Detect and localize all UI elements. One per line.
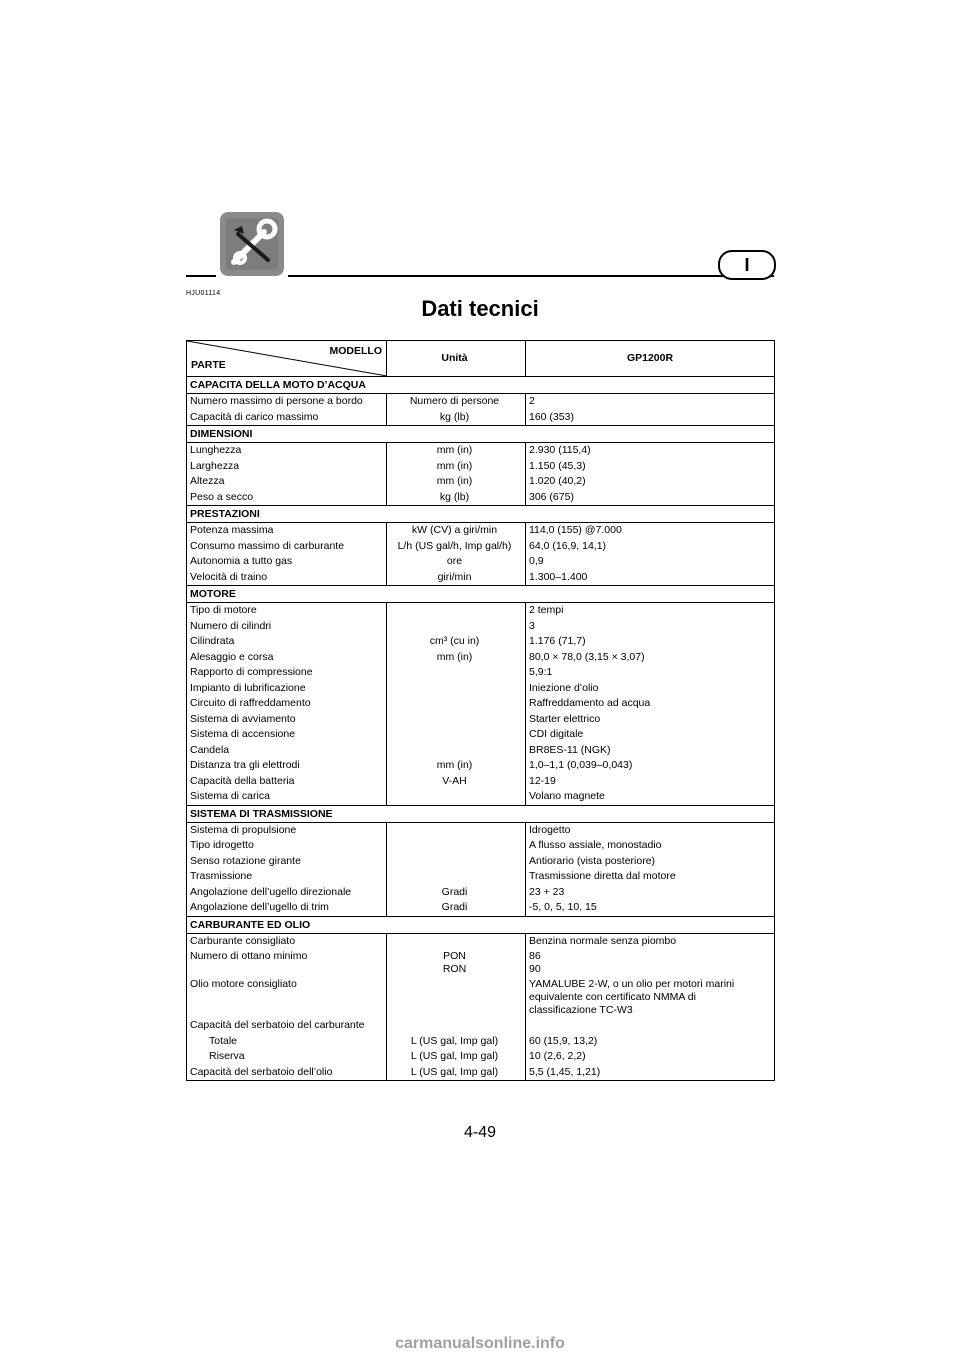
table-row: [187, 443, 775, 459]
unit-cell: mm (in): [387, 443, 526, 459]
part-cell: Numero di cilindri: [187, 619, 387, 635]
unit-cell: L (US gal, Imp gal): [387, 1049, 526, 1065]
section-row: [187, 916, 775, 933]
unit-cell: [387, 933, 526, 949]
part-cell: Impianto di lubrificazione: [187, 681, 387, 697]
table-row: [187, 681, 775, 697]
table-row: [187, 634, 775, 650]
part-cell: Angolazione dell’ugello direzionale: [187, 885, 387, 901]
part-cell: Candela: [187, 743, 387, 759]
value-cell: 10 (2,6, 2,2): [529, 1050, 586, 1062]
unit-cell: [387, 977, 526, 1018]
unit-cell: L (US gal, Imp gal): [387, 1065, 526, 1081]
part-cell: Sistema di carica: [187, 789, 387, 805]
value-cell: Idrogetto: [529, 823, 571, 836]
table-row: [187, 1018, 775, 1034]
part-cell: Tipo di motore: [187, 603, 387, 619]
part-cell: Circuito di raffreddamento: [187, 696, 387, 712]
table-row: [187, 459, 775, 475]
unit-cell: [387, 727, 526, 743]
value-cell: 114,0 (155) @7.000: [529, 524, 622, 536]
part-cell: Sistema di avviamento: [187, 712, 387, 728]
unit-cell: [387, 681, 526, 697]
value-cell: Trasmissione diretta dal motore: [529, 870, 676, 882]
table-row: [187, 665, 775, 681]
value-cell: YAMALUBE 2-W, o un olio per motori marini equivalente con certificato NMMA di classificazione TC-W3: [529, 978, 735, 1016]
unit-cell: V-AH: [387, 774, 526, 790]
part-cell: Senso rotazione girante: [187, 854, 387, 870]
part-cell: Angolazione dell’ugello di trim: [187, 900, 387, 916]
tools-icon: [220, 212, 284, 276]
part-cell: Capacità del serbatoio dell’olio: [187, 1065, 387, 1081]
part-cell: Alesaggio e corsa: [187, 650, 387, 666]
part-cell: Velocità di traino: [187, 570, 387, 586]
part-cell: Totale: [187, 1034, 387, 1050]
language-badge: I: [718, 250, 776, 280]
unit-cell: [387, 619, 526, 635]
table-row: [187, 523, 775, 539]
table-row: [187, 885, 775, 901]
section-title: PRESTAZIONI: [187, 506, 775, 523]
value-cell: 80,0 × 78,0 (3,15 × 3,07): [529, 650, 645, 663]
unit-cell: [387, 1018, 526, 1034]
part-cell: Lunghezza: [187, 443, 387, 459]
unit-cell: kg (lb): [387, 410, 526, 426]
value-cell: 306 (675): [529, 490, 574, 503]
part-cell: Numero di ottano minimo: [187, 949, 387, 977]
unit-cell: [387, 869, 526, 885]
unit-cell: [387, 603, 526, 619]
table-row: [187, 949, 775, 977]
part-cell: Distanza tra gli elettrodi: [187, 758, 387, 774]
section-title: CARBURANTE ED OLIO: [187, 916, 775, 933]
value-cell: [526, 1018, 775, 1034]
table-row: [187, 977, 775, 1018]
value-cell: 12-19: [529, 774, 556, 787]
part-cell: Altezza: [187, 474, 387, 490]
value-cell: 5,5 (1,45, 1,21): [529, 1065, 601, 1078]
unit-cell: giri/min: [387, 570, 526, 586]
table-row: [187, 789, 775, 805]
value-cell: 1.300–1.400: [529, 570, 588, 583]
unit-cell: Gradi: [387, 885, 526, 901]
table-row: [187, 758, 775, 774]
section-row: [187, 805, 775, 822]
table-row: [187, 933, 775, 949]
unit-cell: L/h (US gal/h, Imp gal/h): [387, 539, 526, 555]
section-row: [187, 426, 775, 443]
unit-cell: [387, 789, 526, 805]
value-cell: Benzina normale senza piombo: [529, 934, 677, 947]
value-cell: 23 + 23: [529, 885, 565, 898]
table-row: [187, 900, 775, 916]
table-row: [187, 854, 775, 870]
section-title: CAPACITA DELLA MOTO D’ACQUA: [187, 377, 775, 394]
unit-cell: [387, 743, 526, 759]
value-cell: Raffreddamento ad acqua: [529, 697, 651, 709]
unit-cell: kW (CV) a giri/min: [387, 523, 526, 539]
part-cell: Capacità di carico massimo: [187, 410, 387, 426]
unit-cell: mm (in): [387, 650, 526, 666]
value-cell: 86 90: [529, 950, 541, 975]
table-row: [187, 554, 775, 570]
unit-cell: mm (in): [387, 459, 526, 475]
model-column-header: GP1200R: [526, 341, 775, 377]
value-cell: 3: [529, 619, 535, 632]
part-cell: Tipo idrogetto: [187, 838, 387, 854]
site-watermark: carmanualsonline.info: [395, 1335, 565, 1352]
table-row: [187, 712, 775, 728]
value-cell: Iniezione d’olio: [529, 681, 599, 694]
table-row: [187, 394, 775, 410]
table-row: [187, 603, 775, 619]
value-cell: 160 (353): [529, 410, 574, 423]
page-number: 4-49: [463, 1124, 497, 1141]
section-row: [187, 377, 775, 394]
value-cell: -5, 0, 5, 10, 15: [529, 901, 597, 913]
part-cell: Autonomia a tutto gas: [187, 554, 387, 570]
table-row: [187, 696, 775, 712]
value-cell: 0,9: [529, 555, 544, 567]
part-cell: Olio motore consigliato: [187, 977, 387, 1018]
value-cell: Starter elettrico: [529, 712, 601, 725]
table-row: [187, 570, 775, 586]
part-cell: Potenza massima: [187, 523, 387, 539]
unit-cell: [387, 665, 526, 681]
part-cell: Capacità della batteria: [187, 774, 387, 790]
value-cell: 1.020 (40,2): [529, 475, 586, 487]
corner-header-part: PARTE: [191, 359, 226, 371]
value-cell: 64,0 (16,9, 14,1): [529, 539, 607, 552]
part-cell: Consumo massimo di carburante: [187, 539, 387, 555]
table-row: [187, 869, 775, 885]
value-cell: 5,9:1: [529, 666, 553, 678]
unit-cell: L (US gal, Imp gal): [387, 1034, 526, 1050]
header-rule-right: [288, 275, 774, 277]
section-row: [187, 506, 775, 523]
part-cell: Sistema di accensione: [187, 727, 387, 743]
part-cell: Larghezza: [187, 459, 387, 475]
table-row: [187, 774, 775, 790]
unit-cell: [387, 822, 526, 838]
table-row: [187, 1065, 775, 1081]
unit-cell: [387, 854, 526, 870]
unit-column-header: Unità: [387, 341, 526, 377]
table-row: [187, 743, 775, 759]
value-cell: BR8ES-11 (NGK): [529, 743, 611, 756]
document-code: HJU01114: [186, 290, 221, 297]
value-cell: 2.930 (115,4): [529, 444, 591, 456]
value-cell: 2: [529, 395, 535, 407]
section-title: SISTEMA DI TRASMISSIONE: [187, 805, 775, 822]
table-row: [187, 539, 775, 555]
spec-table: [186, 340, 775, 1081]
table-row: [187, 474, 775, 490]
page-title: Dati tecnici: [421, 296, 539, 321]
header-rule-left: [186, 275, 216, 277]
unit-cell: [387, 712, 526, 728]
table-row: [187, 838, 775, 854]
value-cell: CDI digitale: [529, 728, 584, 740]
part-cell: Rapporto di compressione: [187, 665, 387, 681]
unit-cell: kg (lb): [387, 490, 526, 506]
part-cell: Numero massimo di persone a bordo: [187, 394, 387, 410]
part-cell: Riserva: [187, 1049, 387, 1065]
value-cell: 2 tempi: [529, 604, 564, 616]
value-cell: Volano magnete: [529, 790, 605, 802]
corner-header-model: MODELLO: [329, 345, 382, 357]
part-cell: Peso a secco: [187, 490, 387, 506]
unit-cell: PON RON: [387, 949, 526, 977]
unit-cell: Gradi: [387, 900, 526, 916]
corner-header-cell: [187, 341, 387, 377]
section-title: DIMENSIONI: [187, 426, 775, 443]
value-cell: 1.150 (45,3): [529, 459, 586, 472]
table-row: [187, 822, 775, 838]
table-row: [187, 410, 775, 426]
value-cell: Antiorario (vista posteriore): [529, 854, 656, 867]
part-cell: Cilindrata: [187, 634, 387, 650]
unit-cell: cm³ (cu in): [387, 634, 526, 650]
table-row: [187, 650, 775, 666]
unit-cell: mm (in): [387, 474, 526, 490]
part-cell: Trasmissione: [187, 869, 387, 885]
part-cell: Sistema di propulsione: [187, 822, 387, 838]
unit-cell: [387, 838, 526, 854]
value-cell: 60 (15,9, 13,2): [529, 1034, 598, 1047]
table-row: [187, 1034, 775, 1050]
value-cell: 1.176 (71,7): [529, 635, 586, 647]
table-row: [187, 1049, 775, 1065]
unit-cell: [387, 696, 526, 712]
value-cell: A flusso assiale, monostadio: [529, 839, 662, 851]
section-title: MOTORE: [187, 586, 775, 603]
table-row: [187, 490, 775, 506]
table-row: [187, 619, 775, 635]
value-cell: 1,0–1,1 (0,039–0,043): [529, 759, 633, 771]
part-cell: Carburante consigliato: [187, 933, 387, 949]
table-row: [187, 727, 775, 743]
unit-cell: ore: [387, 554, 526, 570]
part-cell: Capacità del serbatoio del carburante: [187, 1018, 387, 1034]
unit-cell: Numero di persone: [387, 394, 526, 410]
table-header-row: [187, 341, 775, 377]
section-row: [187, 586, 775, 603]
unit-cell: mm (in): [387, 758, 526, 774]
